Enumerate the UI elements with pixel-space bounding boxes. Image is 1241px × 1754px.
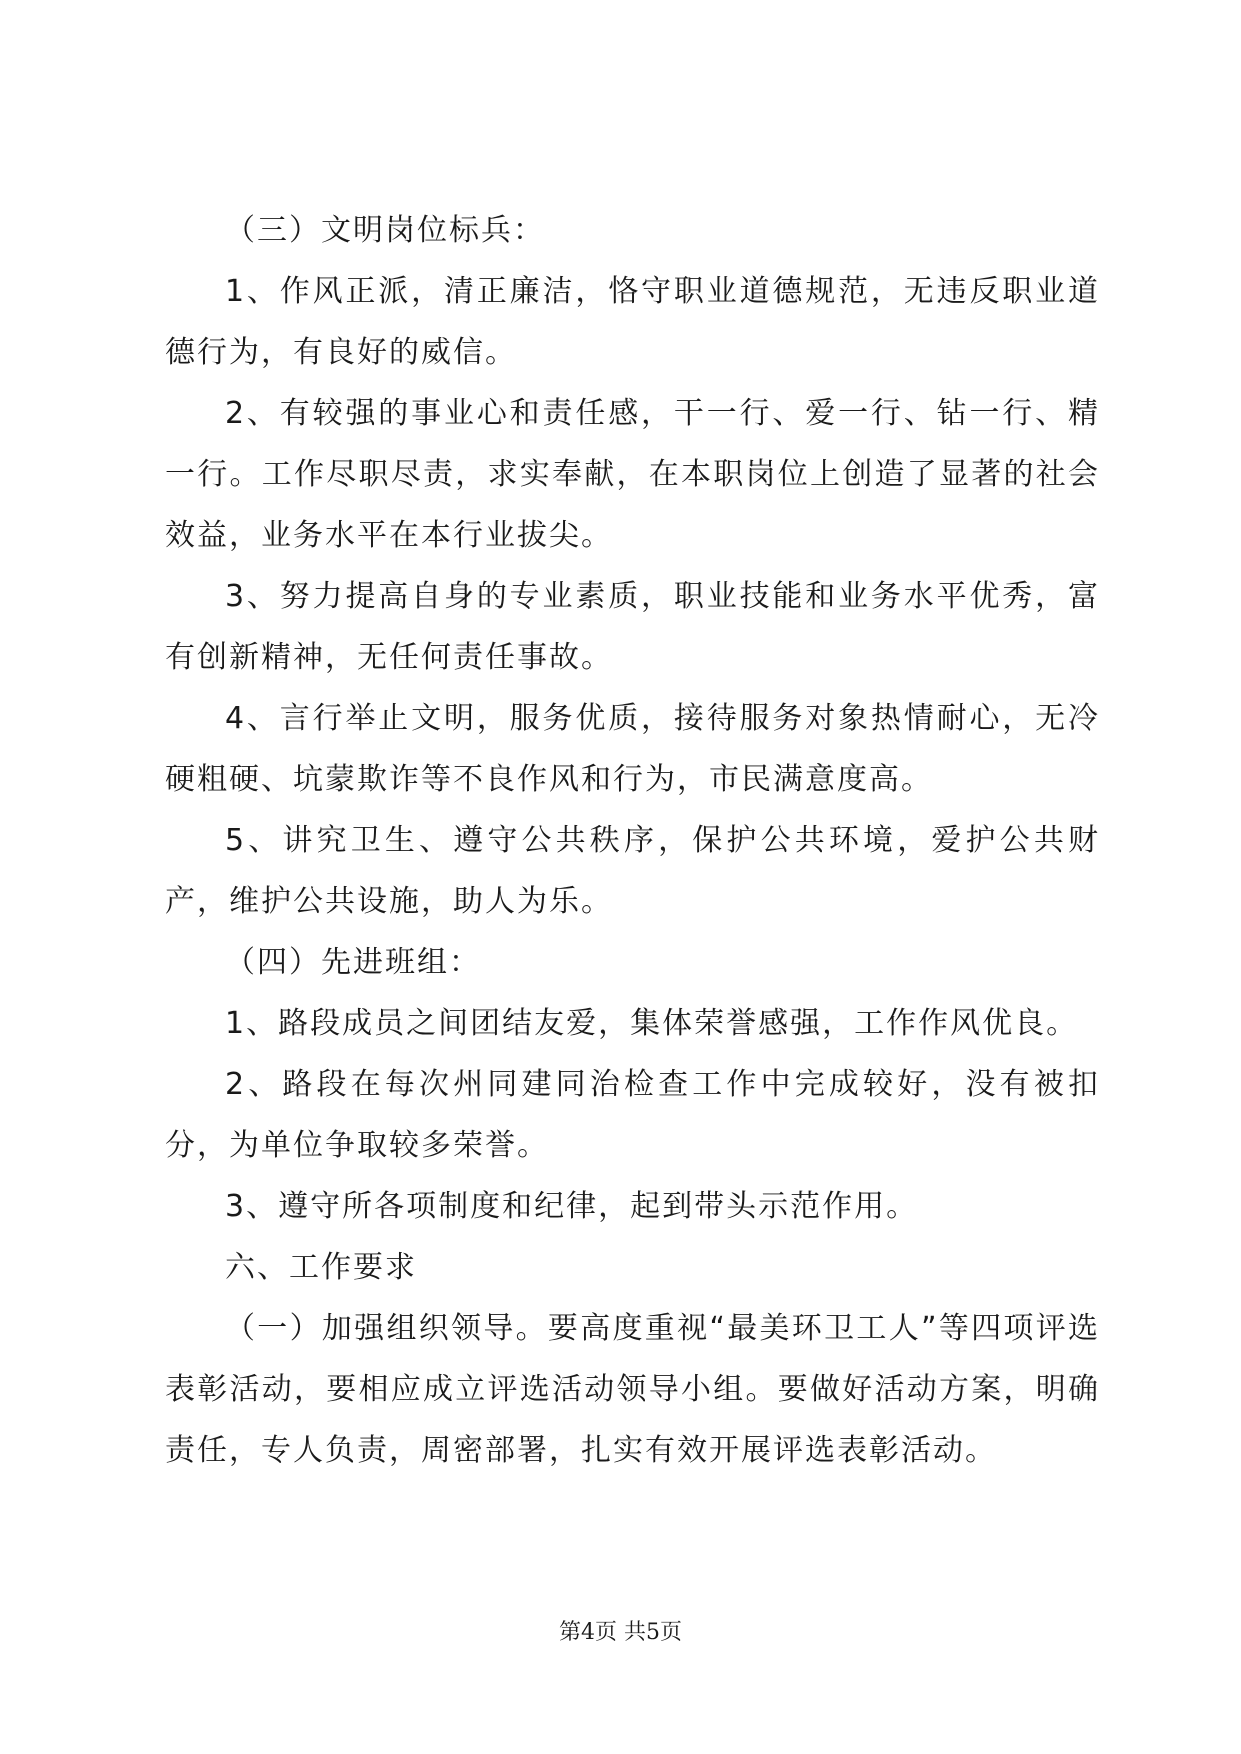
list-item: 5、讲究卫生、遵守公共秩序，保护公共环境，爱护公共财产，维护公共设施，助人为乐。 bbox=[165, 823, 1100, 919]
list-item: 2、路段在每次州同建同治检查工作中完成较好，没有被扣分，为单位争取较多荣誉。 bbox=[165, 1067, 1100, 1163]
list-item: 3、遵守所各项制度和纪律，起到带头示范作用。 bbox=[225, 1189, 919, 1224]
list-item: 2、有较强的事业心和责任感，干一行、爱一行、钻一行、精一行。工作尽职尽责，求实奉献，在本职岗位上创造了显著的社会效益，业务水平在本行业拔尖。 bbox=[165, 396, 1100, 553]
subsection-heading: （三）文明岗位标兵： bbox=[225, 213, 545, 248]
body-paragraph: （一）加强组织领导。要高度重视“最美环卫工人”等四项评选表彰活动，要相应成立评选活动领导小组。要做好活动方案，明确责任，专人负责，周密部署，扎实有效开展评选表彰活动。 bbox=[165, 1311, 1100, 1468]
page-number-footer: 第4页 共5页 bbox=[559, 1620, 682, 1645]
document-body bbox=[165, 200, 1100, 1481]
subsection-heading: （四）先进班组： bbox=[225, 945, 481, 980]
list-item: 4、言行举止文明，服务优质，接待服务对象热情耐心，无冷硬粗硬、坑蒙欺诈等不良作风和行为，市民满意度高。 bbox=[165, 701, 1100, 797]
list-item: 3、努力提高自身的专业素质，职业技能和业务水平优秀，富有创新精神，无任何责任事故。 bbox=[165, 579, 1100, 675]
section-heading: 六、工作要求 bbox=[225, 1250, 417, 1285]
list-item: 1、路段成员之间团结友爱，集体荣誉感强，工作作风优良。 bbox=[225, 1006, 1079, 1041]
list-item: 1、作风正派，清正廉洁，恪守职业道德规范，无违反职业道德行为，有良好的威信。 bbox=[165, 274, 1100, 370]
